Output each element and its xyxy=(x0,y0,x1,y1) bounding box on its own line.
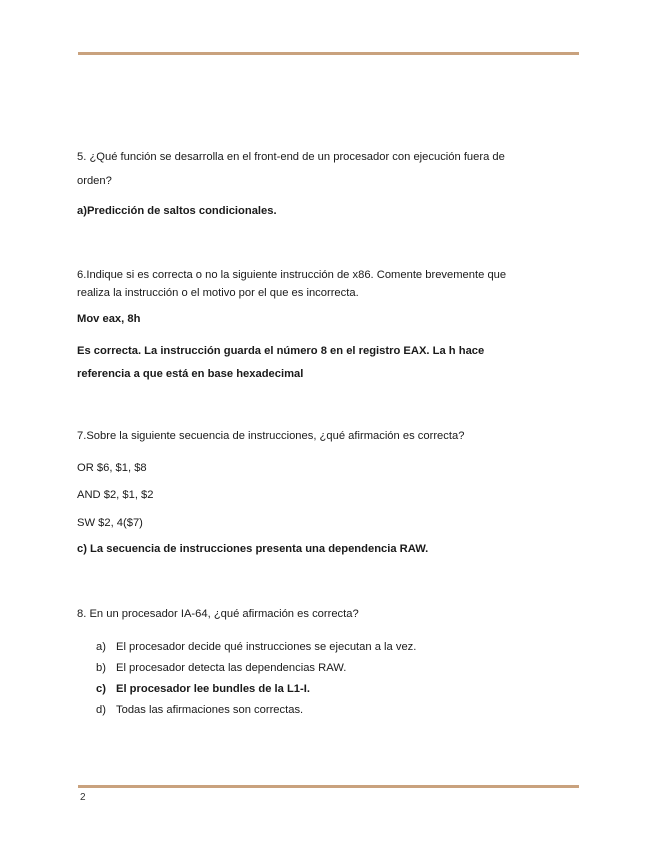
option-letter: b) xyxy=(96,662,106,674)
list-item xyxy=(96,703,416,724)
q5-answer: a)Predicción de saltos condicionales. xyxy=(77,205,277,217)
q6-answer-line-2: referencia a que está en base hexadecimal xyxy=(77,368,304,380)
q6-question-line-2: realiza la instrucción o el motivo por el que es incorrecta. xyxy=(77,287,359,299)
option-text: El procesador detecta las dependencias RAW. xyxy=(116,662,347,674)
q7-code-line: AND $2, $1, $2 xyxy=(77,489,154,501)
q8-question: 8. En un procesador IA-64, ¿qué afirmación es correcta? xyxy=(77,608,359,620)
q7-code-line: OR $6, $1, $8 xyxy=(77,462,147,474)
q8-options-list xyxy=(96,640,416,724)
q6-answer-line-1: Es correcta. La instrucción guarda el número 8 en el registro EAX. La h hace xyxy=(77,345,485,357)
list-item xyxy=(96,661,416,682)
footer-rule xyxy=(78,785,579,788)
q5-question-line-2: orden? xyxy=(77,175,112,187)
option-text: El procesador decide qué instrucciones se ejecutan a la vez. xyxy=(116,641,417,653)
q7-code-line: SW $2, 4($7) xyxy=(77,517,143,529)
option-text: Todas las afirmaciones son correctas. xyxy=(116,704,304,716)
option-text: El procesador lee bundles de la L1-I. xyxy=(116,683,310,695)
header-rule xyxy=(78,52,579,55)
option-letter: a) xyxy=(96,641,106,653)
q6-question-line-1: 6.Indique si es correcta o no la siguiente instrucción de x86. Comente brevemente que xyxy=(77,269,507,281)
q7-answer: c) La secuencia de instrucciones presenta una dependencia RAW. xyxy=(77,543,429,555)
option-letter: d) xyxy=(96,704,106,716)
q5-question-line-1: 5. ¿Qué función se desarrolla en el front-end de un procesador con ejecución fuera de xyxy=(77,151,505,163)
q7-question: 7.Sobre la siguiente secuencia de instrucciones, ¿qué afirmación es correcta? xyxy=(77,430,465,442)
list-item xyxy=(96,682,416,703)
page-number: 2 xyxy=(80,792,86,803)
option-letter: c) xyxy=(96,683,106,695)
q6-instruction: Mov eax, 8h xyxy=(77,313,141,325)
list-item xyxy=(96,640,416,661)
